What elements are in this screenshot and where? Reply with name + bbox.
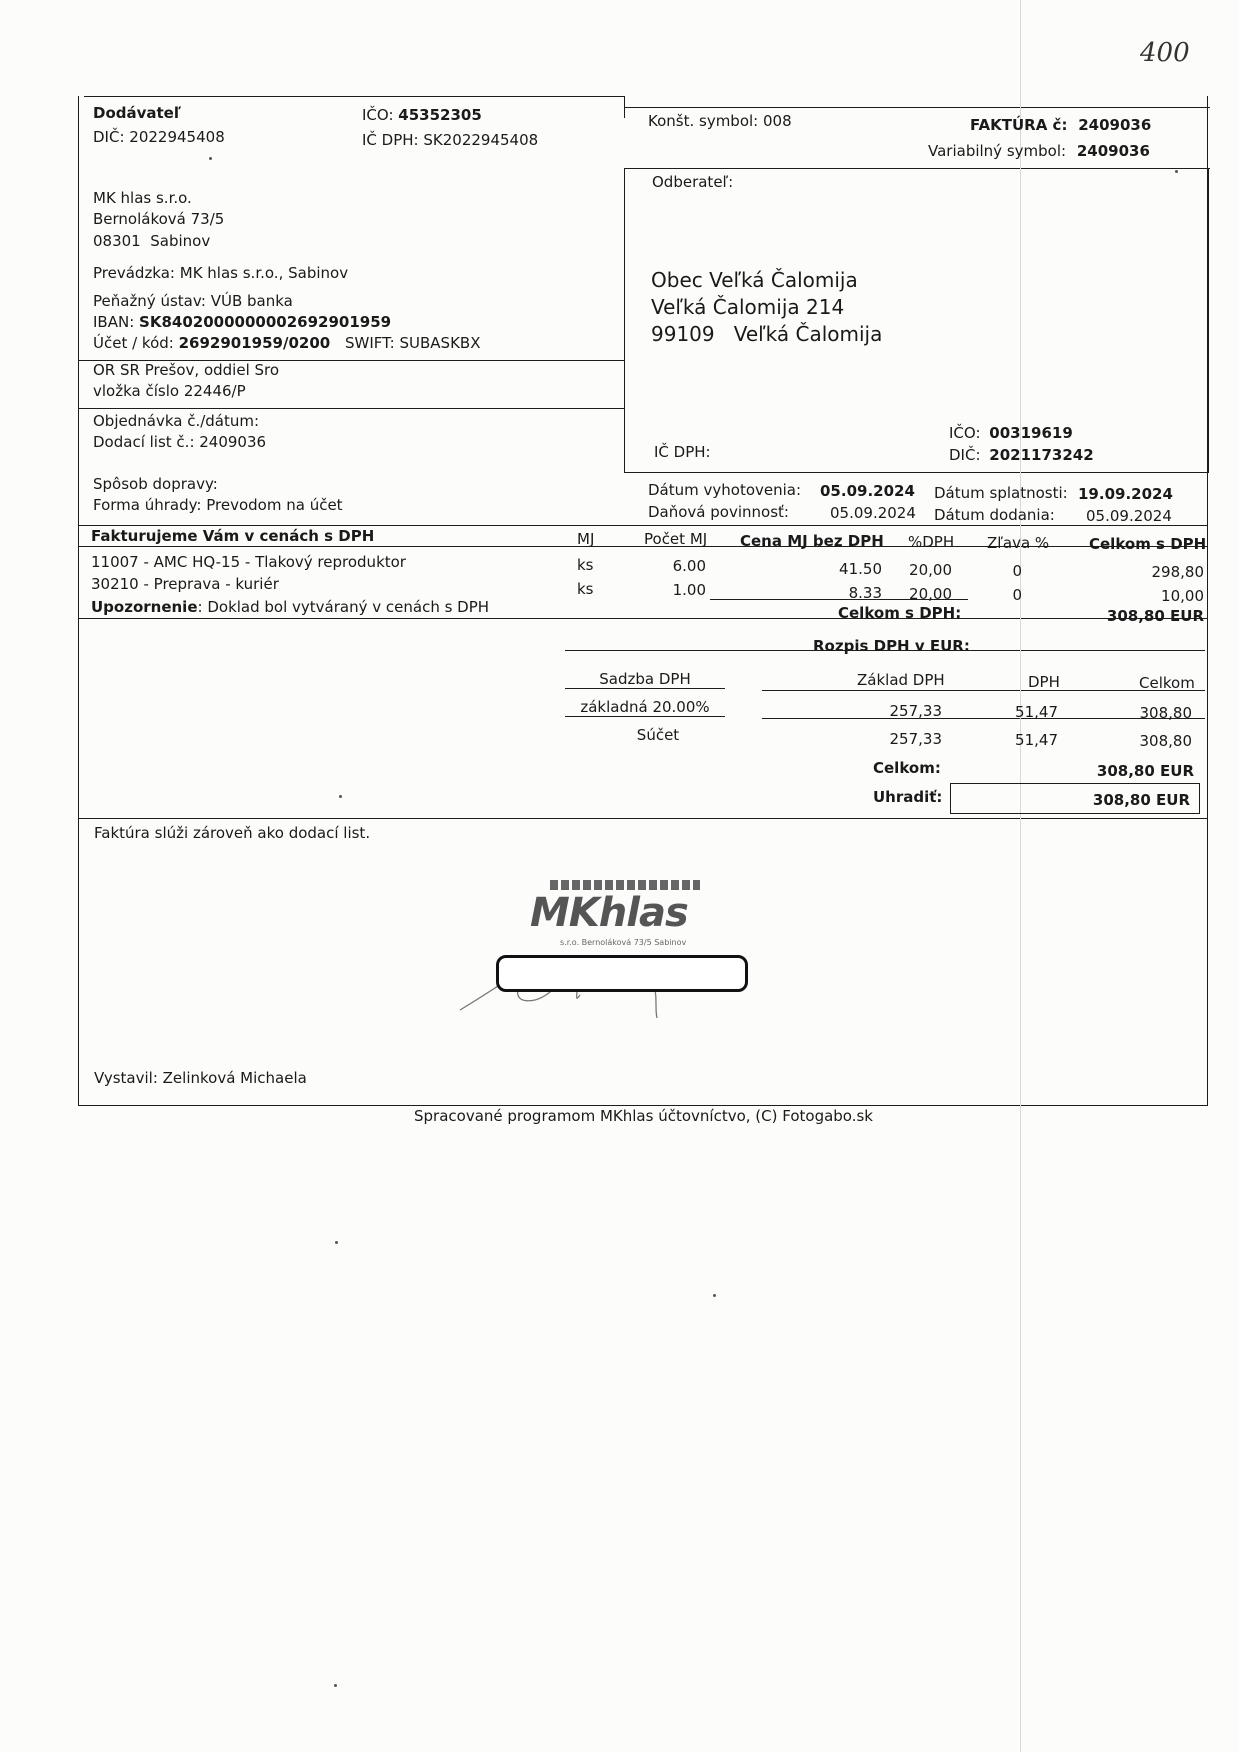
customer-name: Obec Veľká Čalomija: [651, 268, 858, 292]
vat-sum-label: Súčet: [636, 726, 680, 744]
item-pocet: 1.00: [672, 581, 706, 599]
vat-row-celkom: 308,80: [1139, 704, 1192, 722]
item-cena: 41.50: [839, 560, 882, 578]
invoice-number: [970, 116, 1151, 134]
supplier-ico: [362, 106, 482, 124]
delivery-date-label: Dátum dodania:: [934, 506, 1055, 524]
iban-value: SK8402000000002692901959: [139, 313, 392, 331]
supplier-iban: [93, 313, 391, 331]
items-header-cena: Cena MJ bez DPH: [740, 532, 884, 550]
supplier-register-1: OR SR Prešov, oddiel Sro: [93, 361, 280, 379]
transport-method: Spôsob dopravy:: [93, 475, 218, 493]
tax-date: 05.09.2024: [830, 504, 916, 522]
to-pay-label: Uhradiť:: [873, 788, 943, 806]
variable-symbol-label: Variabilný symbol:: [928, 142, 1067, 160]
customer-dic-value: 2021173242: [989, 446, 1094, 464]
supplier-ic-dph: [362, 131, 538, 149]
variable-symbol: [928, 142, 1150, 160]
customer-dic: [949, 446, 1094, 464]
supplier-dic-label: DIČ:: [93, 128, 125, 146]
items-total-label: Celkom s DPH:: [838, 604, 962, 622]
customer-street: Veľká Čalomija 214: [651, 295, 845, 319]
item-zlava: 0: [1012, 562, 1022, 580]
grand-total: 308,80 EUR: [1096, 762, 1194, 780]
software-credit: Spracované programom MKhlas účtovníctvo, (C) Fotogabo.sk: [414, 1107, 873, 1125]
items-header-celkom: Celkom s DPH: [1089, 535, 1207, 553]
payment-method: Forma úhrady: Prevodom na účet: [93, 496, 343, 514]
supplier-heading: Dodávateľ: [93, 104, 182, 122]
item-celkom: 298,80: [1151, 563, 1204, 581]
item-celkom: 10,00: [1161, 587, 1204, 605]
supplier-city: 08301 Sabinov: [93, 232, 211, 250]
vat-title: Rozpis DPH v EUR:: [813, 637, 970, 655]
tax-date-label: Daňová povinnosť:: [648, 503, 789, 521]
customer-city: 99109 Veľká Čalomija: [651, 322, 883, 346]
item-mj: ks: [577, 556, 594, 574]
item-desc: 30210 - Preprava - kuriér: [91, 575, 279, 593]
supplier-bank: Peňažný ústav: VÚB banka: [93, 292, 293, 310]
order-number: Objednávka č./dátum:: [93, 412, 260, 430]
item-pocet: 6.00: [672, 557, 706, 575]
supplier-name: MK hlas s.r.o.: [93, 189, 192, 207]
item-dph: 20,00: [909, 561, 952, 579]
items-note: [91, 598, 489, 616]
stamp-address: s.r.o. Bernoláková 73/5 Sabinov: [560, 938, 687, 947]
supplier-register-2: vložka číslo 22446/P: [93, 382, 246, 400]
item-zlava: 0: [1012, 586, 1022, 604]
date-issue-label: Dátum vyhotovenia:: [648, 481, 802, 499]
vat-row-zaklad: 257,33: [889, 702, 942, 720]
stamp-logo-text: MKhlas: [530, 890, 688, 936]
date-due-label: Dátum splatnosti:: [934, 484, 1068, 502]
customer-dic-label: DIČ:: [949, 446, 981, 464]
supplier-street: Bernoláková 73/5: [93, 210, 225, 228]
customer-ico-label: IČO:: [949, 424, 981, 442]
swift-code: SWIFT: SUBASKBX: [345, 334, 481, 352]
konst-symbol: Konšt. symbol: 008: [648, 112, 792, 130]
to-pay-amount: 308,80 EUR: [1092, 791, 1190, 809]
supplier-ico-label: IČO:: [362, 106, 394, 124]
handwritten-note: 400: [1140, 38, 1190, 68]
customer-heading: Odberateľ:: [652, 173, 734, 191]
vat-header-sadzba: Sadzba DPH: [599, 670, 691, 688]
vat-header-zaklad: Základ DPH: [857, 671, 945, 689]
account-label: Účet / kód:: [93, 334, 174, 352]
item-desc: 11007 - AMC HQ-15 - Tlakový reproduktor: [91, 553, 406, 571]
account-value: 2692901959/0200: [178, 334, 331, 352]
supplier-ic-dph-value: SK2022945408: [423, 131, 539, 149]
vat-header-dph: DPH: [1028, 673, 1060, 691]
item-dph: 20,00: [909, 585, 952, 603]
item-mj: ks: [577, 580, 594, 598]
vat-header-celkom: Celkom: [1139, 674, 1195, 692]
company-stamp: [520, 880, 710, 960]
supplier-prevadzka: Prevádzka: MK hlas s.r.o., Sabinov: [93, 264, 349, 282]
delivery-note: Dodací list č.: 2409036: [93, 433, 267, 451]
supplier-ic-dph-label: IČ DPH:: [362, 131, 419, 149]
vat-sum-dph: 51,47: [1015, 731, 1058, 749]
redaction-bar: [496, 955, 748, 992]
iban-label: IBAN:: [93, 313, 135, 331]
invoice-number-value: 2409036: [1078, 116, 1152, 134]
grand-total-label: Celkom:: [873, 759, 941, 777]
invoice-number-label: FAKTÚRA č:: [970, 116, 1068, 134]
supplier-dic: [93, 128, 225, 146]
items-header-desc: Fakturujeme Vám v cenách s DPH: [91, 527, 375, 545]
date-due: 19.09.2024: [1078, 485, 1173, 503]
items-header-pocet: Počet MJ: [644, 530, 708, 548]
customer-ico-value: 00319619: [989, 424, 1073, 442]
vat-row-dph: 51,47: [1015, 703, 1058, 721]
vat-row-label: základná 20.00%: [580, 698, 710, 716]
items-note-text: : Doklad bol vytváraný v cenách s DPH: [197, 598, 490, 616]
customer-ic-dph-label: IČ DPH:: [654, 443, 711, 461]
items-total: 308,80 EUR: [1106, 607, 1204, 625]
vat-sum-zaklad: 257,33: [889, 730, 942, 748]
items-header-zlava: Zľava %: [987, 534, 1050, 552]
supplier-ico-value: 45352305: [398, 106, 482, 124]
variable-symbol-value: 2409036: [1076, 142, 1150, 160]
vat-sum-celkom: 308,80: [1139, 732, 1192, 750]
items-header-mj: MJ: [577, 530, 595, 548]
issued-by: Vystavil: Zelinková Michaela: [94, 1069, 307, 1087]
delivery-date: 05.09.2024: [1086, 507, 1172, 525]
customer-ico: [949, 424, 1073, 442]
supplier-dic-value: 2022945408: [129, 128, 225, 146]
item-cena: 8.33: [848, 584, 882, 602]
date-issue: 05.09.2024: [820, 482, 915, 500]
items-header-dph: %DPH: [908, 533, 955, 551]
items-note-label: Upozornenie: [91, 598, 198, 616]
footer-note: Faktúra slúži zároveň ako dodací list.: [94, 824, 371, 842]
supplier-account: [93, 334, 480, 352]
